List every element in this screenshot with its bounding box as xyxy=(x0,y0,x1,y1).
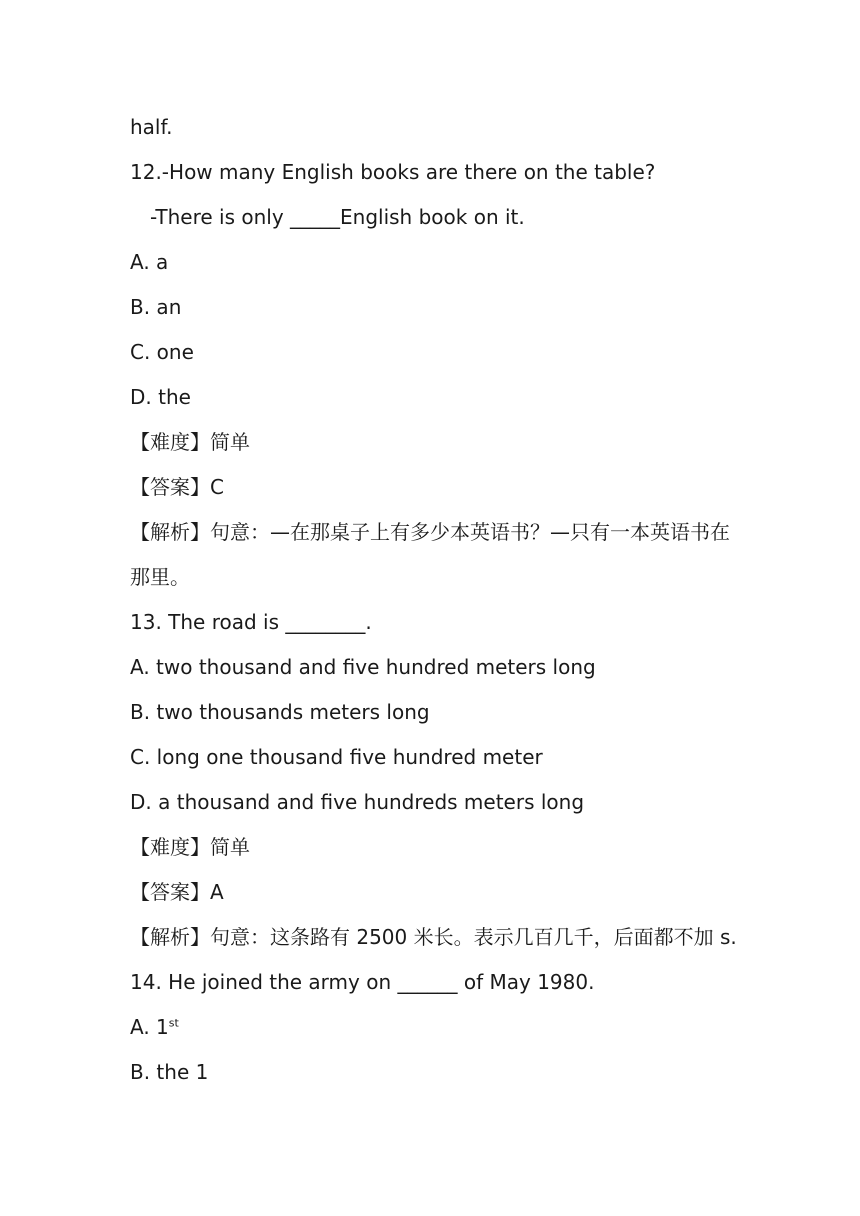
analysis-text: 【解析】句意：—在那桌子上有多少本英语书？—只有一本英语书在 xyxy=(130,520,730,544)
option-b: B. an xyxy=(130,295,182,319)
option-a: A. a xyxy=(130,250,169,274)
difficulty-label: 【难度】简单 xyxy=(130,835,250,859)
question-12-response: -There is only _____English book on it. xyxy=(150,205,525,229)
option-a: A. two thousand and five hundred meters long xyxy=(130,655,596,679)
answer-label: 【答案】C xyxy=(130,475,224,499)
option-d: D. the xyxy=(130,385,191,409)
difficulty-label: 【难度】简单 xyxy=(130,430,250,454)
question-14-stem: 14. He joined the army on ______ of May 1980. xyxy=(130,970,595,994)
ordinal-superscript: st xyxy=(168,1016,179,1030)
option-c: C. one xyxy=(130,340,194,364)
option-d: D. a thousand and five hundreds meters long xyxy=(130,790,585,814)
question-12-stem: 12.-How many English books are there on the table? xyxy=(130,160,656,184)
question-13-stem: 13. The road is ________. xyxy=(130,610,372,634)
option-c: C. long one thousand five hundred meter xyxy=(130,745,543,769)
option-a-text: A. 1 xyxy=(130,1015,169,1039)
analysis-text: 【解析】句意：这条路有 2500 米长。表示几百几千，后面都不加 s. xyxy=(130,925,737,949)
option-a xyxy=(130,1014,179,1040)
answer-label: 【答案】A xyxy=(130,880,224,904)
option-b: B. the 1 xyxy=(130,1060,209,1084)
text-line: half. xyxy=(130,115,173,139)
analysis-text-continued: 那里。 xyxy=(130,565,190,589)
option-b: B. two thousands meters long xyxy=(130,700,430,724)
